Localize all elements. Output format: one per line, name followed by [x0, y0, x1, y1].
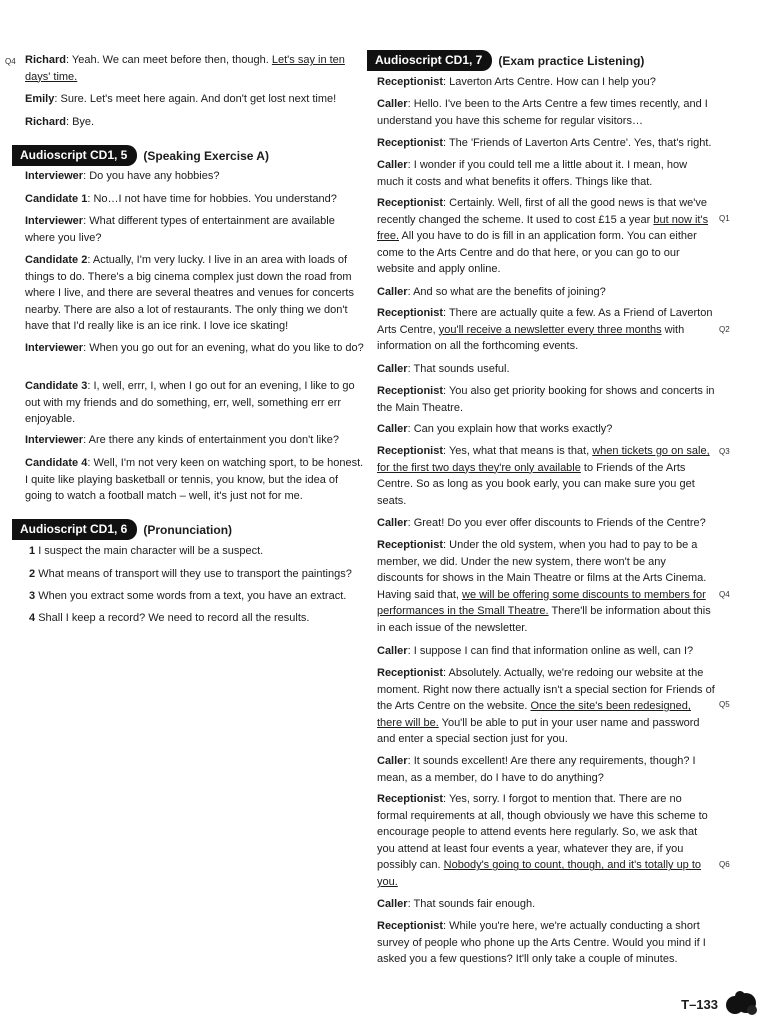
line-text: While you're here, we're actually conducting a short survey of people who phone up the Arts Centre. Would you mind if I asked you a few questions? It'll only take a couple of minutes. [377, 920, 706, 966]
speaker: Richard [25, 116, 66, 128]
speaker: Interviewer [25, 342, 84, 354]
speaker: Receptionist [377, 667, 444, 679]
line-text: with information on all the forthcoming events. [377, 323, 685, 353]
item-number: 2 [29, 568, 36, 580]
dialogue-line: Richard: Yeah. We can meet before then, though. Let's say in ten days' time. [25, 54, 345, 83]
speaker: Candidate 2 [25, 254, 88, 266]
list-item [29, 543, 369, 560]
dialogue-line: Candidate 4: Well, I'm not very keen on watching sport, to be honest. I quite like playing basketball or tennis, you know, but the idea of going to watch a football match – well, it's just not for me. [25, 457, 364, 503]
speaker: Caller [377, 286, 408, 298]
line-text: That sounds fair enough. [413, 898, 536, 910]
answer-underline: you'll receive a newsletter every three months [438, 323, 662, 336]
speaker: Receptionist [377, 197, 444, 209]
dialogue-line: Receptionist: Laverton Arts Centre. How can I help you? [377, 76, 656, 88]
speaker: Emily [25, 93, 55, 105]
audioscript-pill: Audioscript CD1, 7 [367, 50, 492, 71]
section-header-cd1-5 [12, 145, 269, 166]
dialogue-line: Caller: Can you explain how that works exactly? [377, 423, 613, 435]
dialogue-line: Emily: Sure. Let's meet here again. And don't get lost next time! [25, 93, 337, 105]
item-number: 3 [29, 590, 36, 602]
line-text: I wonder if you could tell me a little about it. I mean, how much it costs and what benefits it offers. Things like that. [377, 159, 688, 188]
speaker: Interviewer [25, 434, 84, 446]
line-text: When you go out for an evening, what do you like to do? [89, 342, 364, 354]
dialogue-line: Caller: That sounds useful. [377, 363, 510, 375]
line-text: No…I not have time for hobbies. You understand? [93, 193, 337, 205]
speaker: Receptionist [377, 76, 444, 88]
dialogue-line: Caller: And so what are the benefits of joining? [377, 286, 606, 298]
line-text: You also get priority booking for shows and concerts in the Main Theatre. [377, 385, 715, 414]
speaker: Candidate 3 [25, 380, 88, 392]
speaker: Caller [377, 517, 408, 529]
speaker: Caller [377, 363, 408, 375]
item-number: 4 [29, 612, 36, 624]
line-text: Actually, I'm very lucky. I live in an area with loads of things to do. There's a big cinema complex just down the road from where I live, and there are several theatres and venues for concerts nearby. There are also a lot of restaurants. The only thing we don't have that I'd really like is an ice rink. I love ice skating! [25, 254, 354, 333]
speaker: Receptionist [377, 137, 444, 149]
line-text: It sounds excellent! Are there any requirements, though? I mean, as a member, do I have to do anything? [377, 755, 696, 784]
dialogue-line: Interviewer: Are there any kinds of entertainment you don't like? [25, 434, 339, 446]
speaker: Caller [377, 898, 408, 910]
speaker: Candidate 4 [25, 457, 88, 469]
section-header-cd1-7 [367, 50, 644, 71]
dialogue-line: Interviewer: When you go out for an evening, what do you like to do? [25, 342, 364, 354]
line-text: That sounds useful. [413, 363, 510, 375]
line-text: Well, I'm not very keen on watching sport, to be honest. I quite like playing basketball or tennis, you know, but the idea of going to watch a football match – well, it's just not for me. [25, 457, 364, 503]
speaker: Caller [377, 645, 408, 657]
speaker: Receptionist [377, 920, 444, 932]
line-text: I suppose I can find that information online as well, can I? [413, 645, 694, 657]
line-text: Hello. I've been to the Arts Centre a few times recently, and I understand you have this scheme for regular visitors… [377, 98, 708, 127]
dialogue-line: Interviewer: What different types of entertainment are available where you live? [25, 215, 335, 244]
list-item [29, 610, 369, 627]
dialogue-line: Receptionist: Yes, sorry. I forgot to mention that. There are no formal requirements at all, though obviously we have this scheme to encourage people to attend events here regularly. So, we ask that you attend at least four events a year, whatever they are, if you possibly can. Nobody's going to count, though, and it's totally up to you. [377, 793, 708, 888]
dialogue-line: Receptionist: The 'Friends of Laverton Arts Centre'. Yes, that's right. [377, 137, 712, 149]
dialogue-line: Receptionist: While you're here, we're actually conducting a short survey of people who phone up the Arts Centre. Would you mind if I asked you a few questions? It'll only take a couple of minutes. [377, 920, 706, 966]
dialogue-line: Caller: I suppose I can find that information online as well, can I? [377, 645, 694, 657]
line-text: I, well, errr, I, when I go out for an evening, I like to go out with my friends and do something, err, well, something err err enjoyable. [25, 380, 355, 426]
dialogue-line: Receptionist: Absolutely. Actually, we're redoing our website at the moment. Right now there actually isn't a special section for Friends of the Arts Centre on the website. Once the site's been redesigned, there will be. You'll be able to put in your user name and password and enter a special section just for you. [377, 667, 715, 746]
speaker: Caller [377, 159, 408, 171]
line-text: to Friends of the Arts Centre. So as long as you book early, you can make sure you get seats. [377, 461, 695, 507]
list-item [29, 588, 369, 605]
line-text: Sure. Let's meet here again. And don't get lost next time! [60, 93, 337, 105]
answer-underline: Let's say in ten days' time. [25, 54, 345, 83]
speaker: Receptionist [377, 445, 444, 457]
question-marker: Q3 [719, 447, 730, 456]
speaker: Receptionist [377, 793, 444, 805]
section-label: (Pronunciation) [143, 522, 233, 537]
answer-underline: when tickets go on sale, for the first two days they're only available [377, 445, 710, 474]
line-text: Bye. [72, 116, 95, 128]
page-footer [681, 990, 758, 1018]
question-marker: Q4 [5, 57, 16, 66]
dialogue-line: Receptionist: You also get priority booking for shows and concerts in the Main Theatre. [377, 385, 715, 414]
line-text: There'll be information about this in each issue of the newsletter. [377, 605, 711, 634]
line-text: Yes, what that means is that, [448, 445, 593, 457]
line-text: Can you explain how that works exactly? [413, 423, 613, 435]
item-text: Shall I keep a record? We need to record all the results. [38, 612, 310, 624]
speaker: Caller [377, 98, 408, 110]
line-text: Absolutely. Actually, we're redoing our website at the moment. Right now there actually isn't a special section for Friends of the Arts Centre on the website. [377, 667, 715, 713]
question-marker: Q4 [719, 590, 730, 599]
speaker: Caller [377, 755, 408, 767]
dialogue-line: Candidate 3: I, well, errr, I, when I go out for an evening, I like to go out with my friends and do something, err, well, something err err enjoyable. [25, 380, 355, 426]
answer-underline: we will be offering some discounts to members for performances in the Small Theatre. [377, 588, 706, 618]
item-text: What means of transport will they use to transport the paintings? [38, 568, 352, 580]
line-text: Under the old system, when you had to pay to be a member, we did. Under the new system, there won't be any discounts for shows in the Main Theatre or films at the Arts Cinema. Having said that, [377, 539, 707, 601]
item-text: I suspect the main character will be a suspect. [38, 545, 264, 557]
item-number: 1 [29, 545, 36, 557]
dialogue-line: Receptionist: Under the old system, when you had to pay to be a member, we did. Under the new system, there won't be any discounts for shows in the Main Theatre or films at the Arts Cinema. Having said that, we will be offering some discounts to members for performances in the Small Theatre. There'll be information about this in each issue of the newsletter. [377, 539, 711, 634]
line-text: Yes, sorry. I forgot to mention that. There are no formal requirements at all, though obviously we have this scheme to encourage people to attend events here regularly. So, we ask that you attend at least four events a year, whatever they are, if you possibly can. [377, 793, 708, 872]
dialogue-line: Receptionist: Yes, what that means is that, when tickets go on sale, for the first two days they're only available to Friends of the Arts Centre. So as long as you book early, you can make sure you get seats. [377, 445, 710, 507]
question-marker: Q1 [719, 214, 730, 223]
dialogue-line: Interviewer: Do you have any hobbies? [25, 170, 220, 182]
line-text: Great! Do you ever offer discounts to Friends of the Centre? [413, 517, 706, 529]
dialogue-line: Caller: It sounds excellent! Are there any requirements, though? I mean, as a member, do I have to do anything? [377, 755, 696, 784]
dialogue-line: Receptionist: Certainly. Well, first of all the good news is that we've recently changed the scheme. It used to cost £15 a year but now it's free. All you have to do is fill in an application form. You can either come to the Arts Centre and do that here, or you can go to our website and apply online. [377, 197, 709, 276]
section-label: (Speaking Exercise A) [143, 148, 269, 163]
dialogue-line: Caller: I wonder if you could tell me a little about it. I mean, how much it costs and what benefits it offers. Things like that. [377, 159, 688, 188]
item-text: When you extract some words from a text, you have an extract. [38, 590, 347, 602]
speaker: Interviewer [25, 170, 84, 182]
line-text: Laverton Arts Centre. How can I help you? [449, 76, 656, 88]
dialogue-line: Candidate 2: Actually, I'm very lucky. I live in an area with loads of things to do. There's a big cinema complex just down the road from where I live, and there are several theatres and venues for concerts nearby. There are also a lot of restaurants. The only thing we don't have that I'd really like is an ice rink. I love ice skating! [25, 254, 354, 333]
question-marker: Q5 [719, 700, 730, 709]
dialogue-line: Caller: Great! Do you ever offer discounts to Friends of the Centre? [377, 517, 706, 529]
speaker: Richard [25, 54, 66, 66]
line-text: Yeah. We can meet before then, though. [71, 54, 272, 66]
question-marker: Q2 [719, 325, 730, 334]
speaker: Caller [377, 423, 408, 435]
dialogue-line: Caller: Hello. I've been to the Arts Centre a few times recently, and I understand you have this scheme for regular visitors… [377, 98, 708, 127]
answer-underline: but now it's free. [377, 213, 709, 243]
answer-underline: Once the site's been redesigned, there will be. [377, 700, 691, 729]
line-text: You'll be able to put in your user name and password and enter a special section just for you. [377, 716, 700, 746]
line-text: All you have to do is fill in an application form. You can either come to the Arts Centre and do that here, or you can go to our website and apply online. [377, 230, 697, 276]
section-label: (Exam practice Listening) [498, 53, 645, 68]
line-text: Do you have any hobbies? [89, 170, 220, 182]
line-text: What different types of entertainment are available where you live? [25, 215, 335, 244]
line-text: Are there any kinds of entertainment you don't like? [88, 434, 339, 446]
question-marker: Q6 [719, 860, 730, 869]
dialogue-line: Candidate 1: No…I not have time for hobbies. You understand? [25, 193, 337, 205]
speaker: Interviewer [25, 215, 84, 227]
speaker: Receptionist [377, 539, 444, 551]
line-text: There are actually quite a few. As a Friend of Laverton Arts Centre, [377, 307, 713, 336]
speaker: Candidate 1 [25, 193, 88, 205]
dialogue-line: Receptionist: There are actually quite a few. As a Friend of Laverton Arts Centre, you'll receive a newsletter every three months with information on all the forthcoming events. [377, 307, 713, 353]
line-text: And so what are the benefits of joining? [413, 286, 606, 298]
list-item [29, 566, 369, 583]
answer-underline: Nobody's going to count, though, and it's totally up to you. [377, 859, 702, 888]
line-text: The 'Friends of Laverton Arts Centre'. Yes, that's right. [448, 137, 712, 149]
audioscript-pill: Audioscript CD1, 6 [12, 519, 137, 540]
line-text: Certainly. Well, first of all the good news is that we've recently changed the scheme. It used to cost £15 a year [377, 197, 708, 226]
page-number: T–133 [681, 996, 718, 1012]
headphones-logo-icon [724, 990, 758, 1018]
dialogue-line: Caller: That sounds fair enough. [377, 898, 536, 910]
speaker: Receptionist [377, 385, 444, 397]
section-header-cd1-6 [12, 519, 232, 540]
dialogue-line: Richard: Bye. [25, 116, 95, 128]
speaker: Receptionist [377, 307, 444, 319]
audioscript-pill: Audioscript CD1, 5 [12, 145, 137, 166]
